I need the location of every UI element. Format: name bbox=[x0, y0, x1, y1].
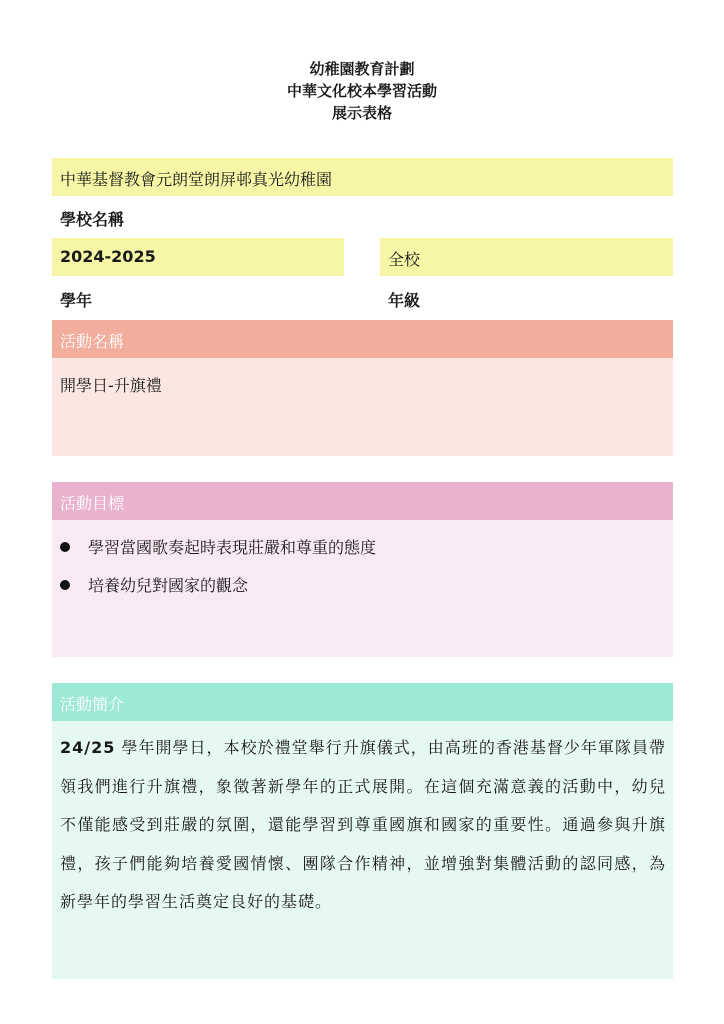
activity-name-header bbox=[52, 320, 673, 358]
school-year-value: 2024-2025 bbox=[60, 247, 156, 266]
grade-label: 年級 bbox=[388, 291, 421, 310]
objective-text: 學習當國歌奏起時表現莊嚴和尊重的態度 bbox=[88, 538, 377, 557]
grade-box bbox=[380, 238, 673, 276]
objectives-heading: 活動目標 bbox=[60, 494, 125, 513]
header-title-line1: 幼稚園教育計劃 bbox=[309, 60, 415, 78]
bullet-icon bbox=[60, 580, 70, 590]
introduction-body bbox=[52, 721, 673, 979]
activity-name-body bbox=[52, 358, 673, 456]
school-name-label: 學校名稱 bbox=[60, 210, 125, 229]
school-name-value: 中華基督教會元朗堂朗屏邨真光幼稚園 bbox=[60, 170, 333, 189]
bullet-icon bbox=[60, 542, 70, 552]
introduction-header bbox=[52, 683, 673, 721]
introduction-text: 學年開學日，本校於禮堂舉行升旗儀式，由高班的香港基督少年軍隊員帶領我們進行升旗禮，象徵著新學年的正式展開。在這個充滿意義的活動中，幼兒不僅能感受到莊嚴的氛圍，還能學習到尊重國旗和國家的重要性。通過參與升旗禮，孩子們能夠培養愛國情懷、團隊合作精神，並增強對集體活動的認同感，為新學年的學習生活奠定良好的基礎。 bbox=[60, 738, 666, 911]
list-item bbox=[60, 573, 248, 596]
grade-value: 全校 bbox=[388, 250, 421, 269]
school-year-label: 學年 bbox=[60, 291, 93, 310]
activity-name-heading: 活動名稱 bbox=[60, 332, 125, 351]
objectives-body bbox=[52, 520, 673, 657]
school-year-box bbox=[52, 238, 344, 276]
school-name-box bbox=[52, 158, 673, 196]
introduction-lead: 24/25 bbox=[60, 738, 116, 757]
objectives-header bbox=[52, 482, 673, 520]
document-header bbox=[0, 58, 724, 124]
list-item bbox=[60, 535, 376, 558]
introduction-paragraph bbox=[60, 729, 666, 922]
objective-text: 培養幼兒對國家的觀念 bbox=[88, 576, 249, 595]
activity-name-value: 開學日-升旗禮 bbox=[60, 376, 162, 395]
header-title-line3: 展示表格 bbox=[331, 104, 392, 122]
header-title-line2: 中華文化校本學習活動 bbox=[286, 82, 437, 100]
introduction-heading: 活動簡介 bbox=[60, 695, 125, 714]
